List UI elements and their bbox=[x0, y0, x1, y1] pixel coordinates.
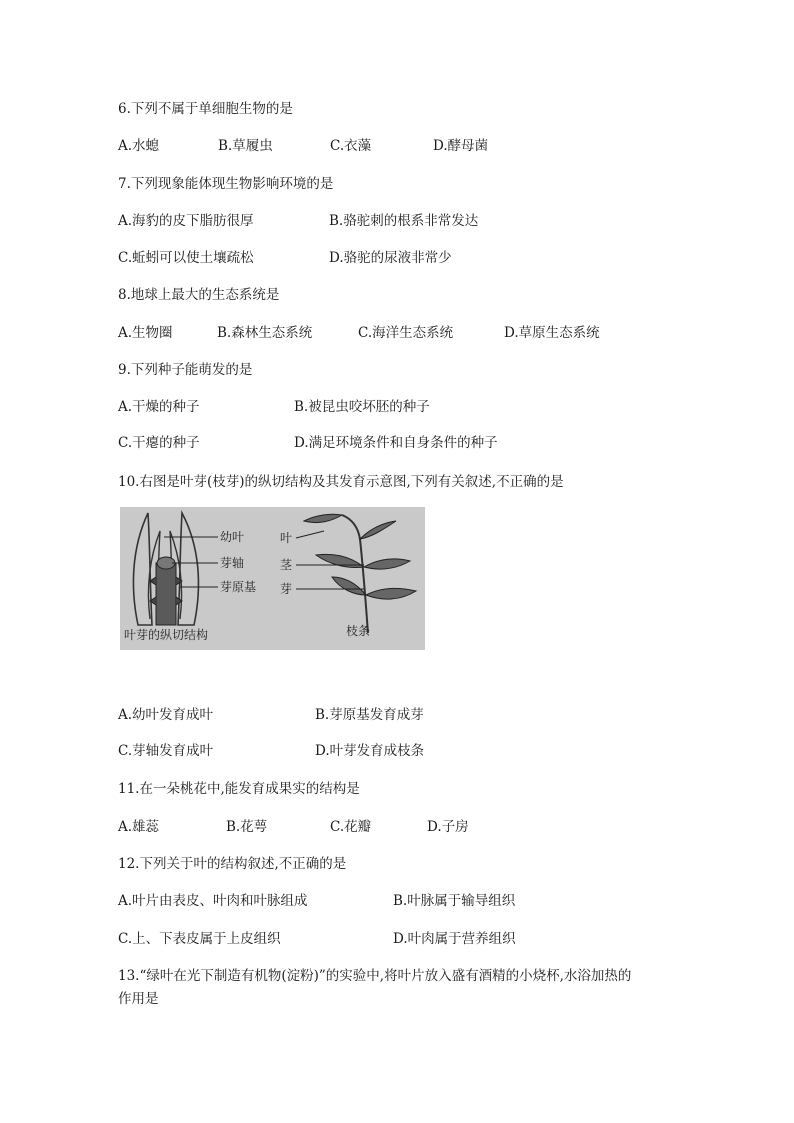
bud-label-young-leaf: 幼叶 bbox=[220, 530, 245, 544]
q13-stem-line1: 13.“绿叶在光下制造有机物(淀粉)”的实验中,将叶片放入盛有酒精的小烧杯,水浴加热的 bbox=[118, 968, 632, 984]
q12-option-c: C.上、下表皮属于上皮组织 bbox=[118, 931, 281, 947]
branch-caption: 枝条 bbox=[346, 624, 371, 638]
q11-option-b: B.花萼 bbox=[226, 819, 268, 835]
bud-caption: 叶芽的纵切结构 bbox=[124, 628, 209, 642]
bud-section-drawing bbox=[133, 513, 218, 625]
q9-option-c: C.干瘪的种子 bbox=[118, 435, 200, 451]
leaf-bud-figure bbox=[120, 507, 425, 650]
branch-drawing bbox=[296, 514, 416, 633]
bud-label-bud-primordium: 芽原基 bbox=[220, 580, 257, 594]
branch-label-bud: 芽 bbox=[280, 582, 293, 596]
q7-option-b: B.骆驼刺的根系非常发达 bbox=[329, 213, 479, 229]
bud-label-bud-axis: 芽轴 bbox=[220, 556, 245, 570]
q9-option-d: D.满足环境条件和自身条件的种子 bbox=[294, 435, 498, 451]
q10-stem: 10.右图是叶芽(枝芽)的纵切结构及其发育示意图,下列有关叙述,不正确的是 bbox=[118, 474, 564, 490]
q9-option-b: B.被昆虫咬坏胚的种子 bbox=[294, 399, 430, 415]
q9-stem: 9.下列种子能萌发的是 bbox=[118, 362, 253, 378]
branch-label-stem: 茎 bbox=[280, 558, 293, 572]
q8-option-a: A.生物圈 bbox=[118, 325, 173, 341]
q6-option-d: D.酵母菌 bbox=[433, 138, 489, 154]
q12-stem: 12.下列关于叶的结构叙述,不正确的是 bbox=[118, 856, 347, 872]
q12-option-b: B.叶脉属于输导组织 bbox=[393, 893, 516, 909]
branch-label-leaf: 叶 bbox=[280, 531, 293, 545]
q9-option-a: A.干燥的种子 bbox=[118, 399, 200, 415]
q7-option-a: A.海豹的皮下脂肪很厚 bbox=[118, 213, 254, 229]
q7-stem: 7.下列现象能体现生物影响环境的是 bbox=[118, 176, 334, 192]
q8-option-c: C.海洋生态系统 bbox=[358, 325, 454, 341]
q13-stem-line2: 作用是 bbox=[118, 991, 159, 1007]
q12-option-d: D.叶肉属于营养组织 bbox=[393, 931, 516, 947]
q11-stem: 11.在一朵桃花中,能发育成果实的结构是 bbox=[118, 781, 360, 797]
q10-option-b: B.芽原基发育成芽 bbox=[315, 707, 424, 723]
q10-option-d: D.叶芽发育成枝条 bbox=[315, 743, 425, 759]
q6-option-c: C.衣藻 bbox=[330, 138, 372, 154]
q10-option-c: C.芽轴发育成叶 bbox=[118, 743, 214, 759]
q6-stem: 6.下列不属于单细胞生物的是 bbox=[118, 101, 293, 117]
q11-option-d: D.子房 bbox=[427, 819, 469, 835]
q10-option-a: A.幼叶发育成叶 bbox=[118, 707, 214, 723]
q7-option-c: C.蚯蚓可以使土壤疏松 bbox=[118, 250, 254, 266]
q11-option-c: C.花瓣 bbox=[330, 819, 372, 835]
q12-option-a: A.叶片由表皮、叶肉和叶脉组成 bbox=[118, 893, 308, 909]
q6-option-a: A.水螅 bbox=[118, 138, 160, 154]
q6-option-b: B.草履虫 bbox=[218, 138, 273, 154]
q8-option-d: D.草原生态系统 bbox=[504, 325, 600, 341]
q8-stem: 8.地球上最大的生态系统是 bbox=[118, 287, 280, 303]
q11-option-a: A.雄蕊 bbox=[118, 819, 160, 835]
q7-option-d: D.骆驼的尿液非常少 bbox=[329, 250, 452, 266]
q8-option-b: B.森林生态系统 bbox=[217, 325, 313, 341]
